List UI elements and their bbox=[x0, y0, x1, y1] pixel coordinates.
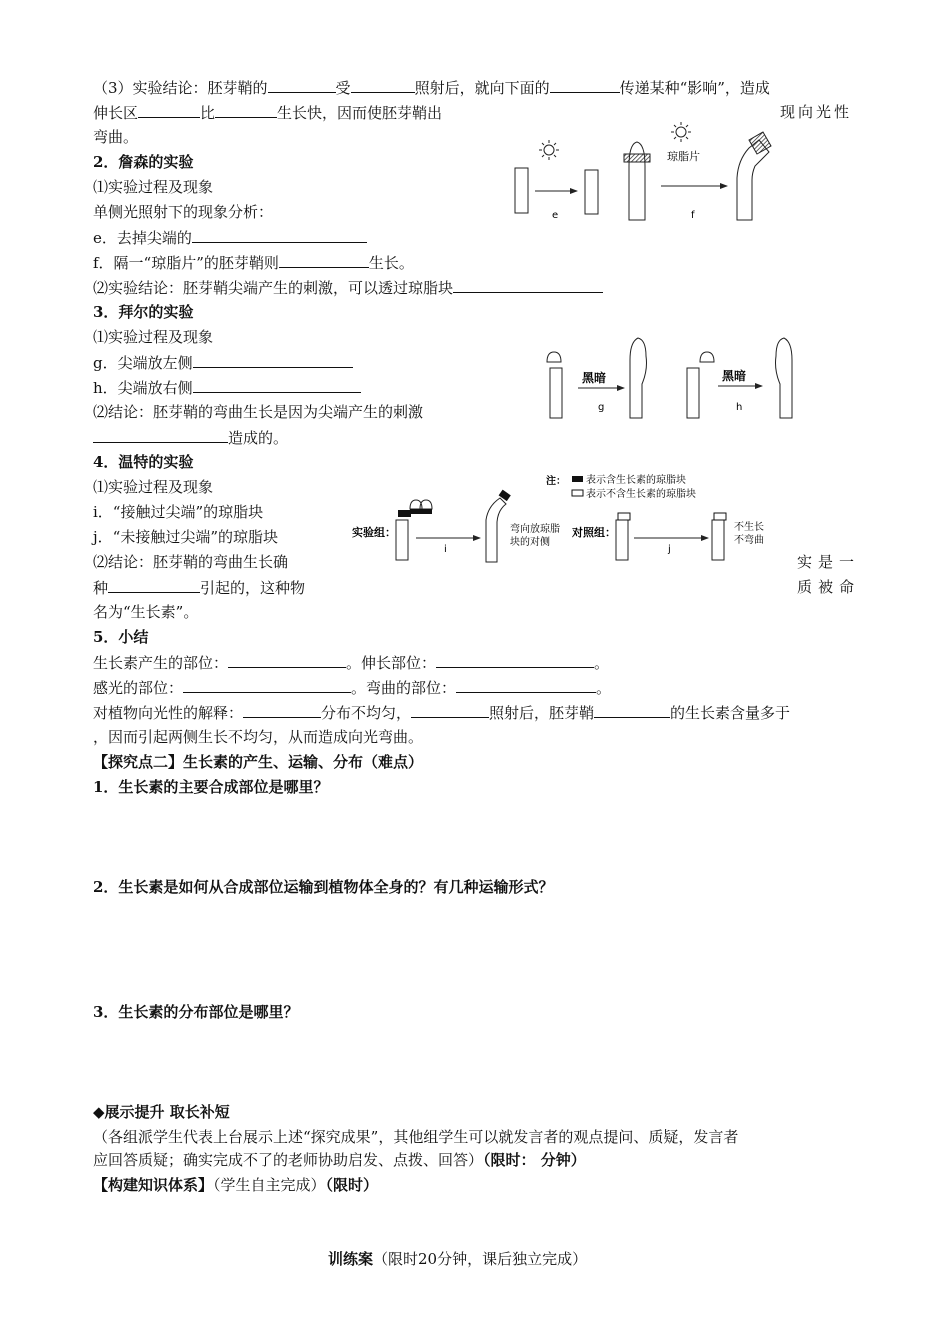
blank[interactable] bbox=[215, 103, 277, 118]
section-heading-jensen: 2．詹森的实验 bbox=[93, 153, 194, 171]
text-line: 感光的部位： 。弯曲的部位： 。 bbox=[93, 679, 612, 697]
text-line: 单侧光照射下的现象分析： bbox=[93, 203, 274, 221]
text-line: f．隔一“琼脂片”的胚芽鞘则 生长。 bbox=[93, 254, 414, 272]
coleoptile-bent-left bbox=[776, 338, 793, 418]
blank[interactable] bbox=[279, 253, 369, 268]
blank[interactable] bbox=[93, 428, 228, 443]
text-line: ，因而引起两侧生长不均匀，从而造成向光弯曲。 bbox=[93, 728, 424, 746]
label-i: i bbox=[444, 544, 447, 555]
blank[interactable] bbox=[108, 578, 200, 593]
agar-block-auxin bbox=[499, 490, 511, 501]
text-line: h．尖端放右侧 bbox=[93, 378, 361, 397]
coleoptile-straight bbox=[712, 520, 724, 560]
result-text: 弯向放琼脂 bbox=[510, 524, 560, 535]
text-line: i．“接触过尖端”的琼脂块 bbox=[93, 503, 264, 521]
text-line: ⑵结论：胚芽鞘的弯曲生长是因为尖端产生的刺激 bbox=[93, 403, 424, 421]
label-e: e bbox=[552, 210, 559, 221]
coleoptile-bent bbox=[737, 140, 769, 220]
tip-right bbox=[700, 352, 714, 362]
conclusion-line-2-end: 现向光性 bbox=[780, 103, 853, 121]
label-f: f bbox=[691, 210, 695, 221]
question-1: 1．生长素的主要合成部位是哪里？ bbox=[93, 778, 329, 796]
result-text: 不弯曲 bbox=[734, 535, 764, 546]
sun-icon bbox=[539, 140, 559, 160]
control-group-label: 对照组： bbox=[572, 526, 616, 539]
sun-icon bbox=[671, 122, 691, 142]
dark-label: 黑暗 bbox=[722, 369, 747, 383]
blank[interactable] bbox=[411, 703, 489, 718]
legend-text: 表示含生长素的琼脂块 bbox=[586, 475, 686, 486]
text-line: 【构建知识体系】（学生自主完成）（限时） bbox=[93, 1176, 379, 1194]
agar-with-auxin-key bbox=[572, 476, 583, 482]
blank[interactable] bbox=[268, 78, 336, 93]
blank[interactable] bbox=[138, 103, 200, 118]
coleoptile-after bbox=[585, 170, 598, 214]
blank[interactable] bbox=[243, 703, 321, 718]
conclusion-line-2: 伸长区 比 生长快，因而使胚芽鞘出 bbox=[93, 104, 443, 122]
text-line: g．尖端放左侧 bbox=[93, 353, 353, 372]
agar-without-auxin-key bbox=[572, 490, 583, 496]
coleoptile-decapitated bbox=[616, 520, 628, 560]
text-line: 生长素产生的部位： 。伸长部位： 。 bbox=[93, 654, 610, 672]
agar-block-plain bbox=[618, 513, 630, 520]
text-line: ⑵结论：胚芽鞘的弯曲生长确 bbox=[93, 553, 289, 571]
blank[interactable] bbox=[456, 678, 596, 693]
training-title: 训练案（限时20分钟，课后独立完成） bbox=[328, 1250, 588, 1268]
blank[interactable] bbox=[193, 378, 361, 393]
text-line: （各组派学生代表上台展示上述“探究成果”，其他组学生可以就发言者的观点提问、质疑，发言者 bbox=[93, 1128, 739, 1146]
section-heading-summary: 5．小结 bbox=[93, 628, 149, 646]
text-line: ⑴实验过程及现象 bbox=[93, 328, 214, 346]
agar-slice-label: 琼脂片 bbox=[667, 150, 700, 163]
coleoptile-bent-right bbox=[630, 338, 647, 418]
paal-experiment-figure bbox=[540, 328, 800, 424]
question-2: 2．生长素是如何从合成部位运输到植物体全身的？有几种运输形式？ bbox=[93, 878, 554, 896]
label-g: g bbox=[598, 402, 605, 413]
blank[interactable] bbox=[192, 228, 367, 243]
blank[interactable] bbox=[594, 703, 670, 718]
agar-block-auxin bbox=[398, 510, 411, 517]
blank[interactable] bbox=[228, 653, 346, 668]
conclusion-line-1: （3）实验结论：胚芽鞘的 受 照射后，就向下面的 传递某种“影响”，造成 bbox=[93, 79, 770, 97]
note-label: 注： bbox=[546, 476, 566, 487]
show-heading: ◆展示提升 取长补短 bbox=[93, 1103, 230, 1121]
text-line: 质被命 bbox=[797, 578, 861, 596]
text-line: 对植物向光性的解释： 分布不均匀， 照射后，胚芽鞘 的生长素含量多于 bbox=[93, 704, 791, 722]
result-text: 不生长 bbox=[734, 522, 764, 533]
text-line: j．“未接触过尖端”的琼脂块 bbox=[93, 528, 278, 546]
experiment-group-label: 实验组： bbox=[352, 526, 396, 539]
blank[interactable] bbox=[183, 678, 351, 693]
question-3: 3．生长素的分布部位是哪里？ bbox=[93, 1003, 299, 1021]
text-line: 名为“生长素”。 bbox=[93, 603, 199, 621]
text-line: 应回答质疑；确实完成不了的老师协助启发、点拨、回答）（限时： 分钟） bbox=[93, 1151, 586, 1169]
blank[interactable] bbox=[193, 353, 353, 368]
text-line: 造成的。 bbox=[93, 428, 288, 447]
coleoptile-decapitated bbox=[515, 168, 528, 213]
section-heading-went: 4．温特的实验 bbox=[93, 453, 194, 471]
section-heading-paal: 3．拜尔的实验 bbox=[93, 303, 194, 321]
coleoptile-decapitated bbox=[396, 520, 408, 560]
legend-text: 表示不含生长素的琼脂块 bbox=[586, 489, 696, 500]
tip-left bbox=[547, 352, 561, 362]
result-text: 块的对侧 bbox=[510, 537, 550, 548]
coleoptile-g bbox=[550, 368, 562, 418]
label-h: h bbox=[736, 402, 743, 413]
blank[interactable] bbox=[436, 653, 594, 668]
agar-block-auxin bbox=[410, 509, 432, 514]
text-line: ⑵实验结论：胚芽鞘尖端产生的刺激，可以透过琼脂块 bbox=[93, 278, 603, 297]
blank[interactable] bbox=[453, 278, 603, 293]
label-j: j bbox=[668, 544, 671, 555]
text-line: 实是一 bbox=[797, 553, 861, 571]
dark-label: 黑暗 bbox=[582, 371, 607, 385]
agar-slice bbox=[624, 154, 650, 162]
text-line: ⑴实验过程及现象 bbox=[93, 178, 214, 196]
coleoptile-bent bbox=[486, 498, 506, 562]
agar-block-plain bbox=[714, 513, 726, 520]
coleoptile-h bbox=[687, 368, 699, 418]
explore-heading: 【探究点二】生长素的产生、运输、分布（难点） bbox=[93, 753, 424, 771]
went-experiment-figure bbox=[350, 470, 790, 574]
blank[interactable] bbox=[351, 78, 415, 93]
text-line: e．去掉尖端的 bbox=[93, 228, 367, 247]
conclusion-line-3: 弯曲。 bbox=[93, 128, 139, 146]
jensen-experiment-figure bbox=[505, 118, 805, 226]
text-line: ⑴实验过程及现象 bbox=[93, 478, 214, 496]
blank[interactable] bbox=[550, 78, 620, 93]
text-line: 种 引起的，这种物 bbox=[93, 579, 306, 597]
